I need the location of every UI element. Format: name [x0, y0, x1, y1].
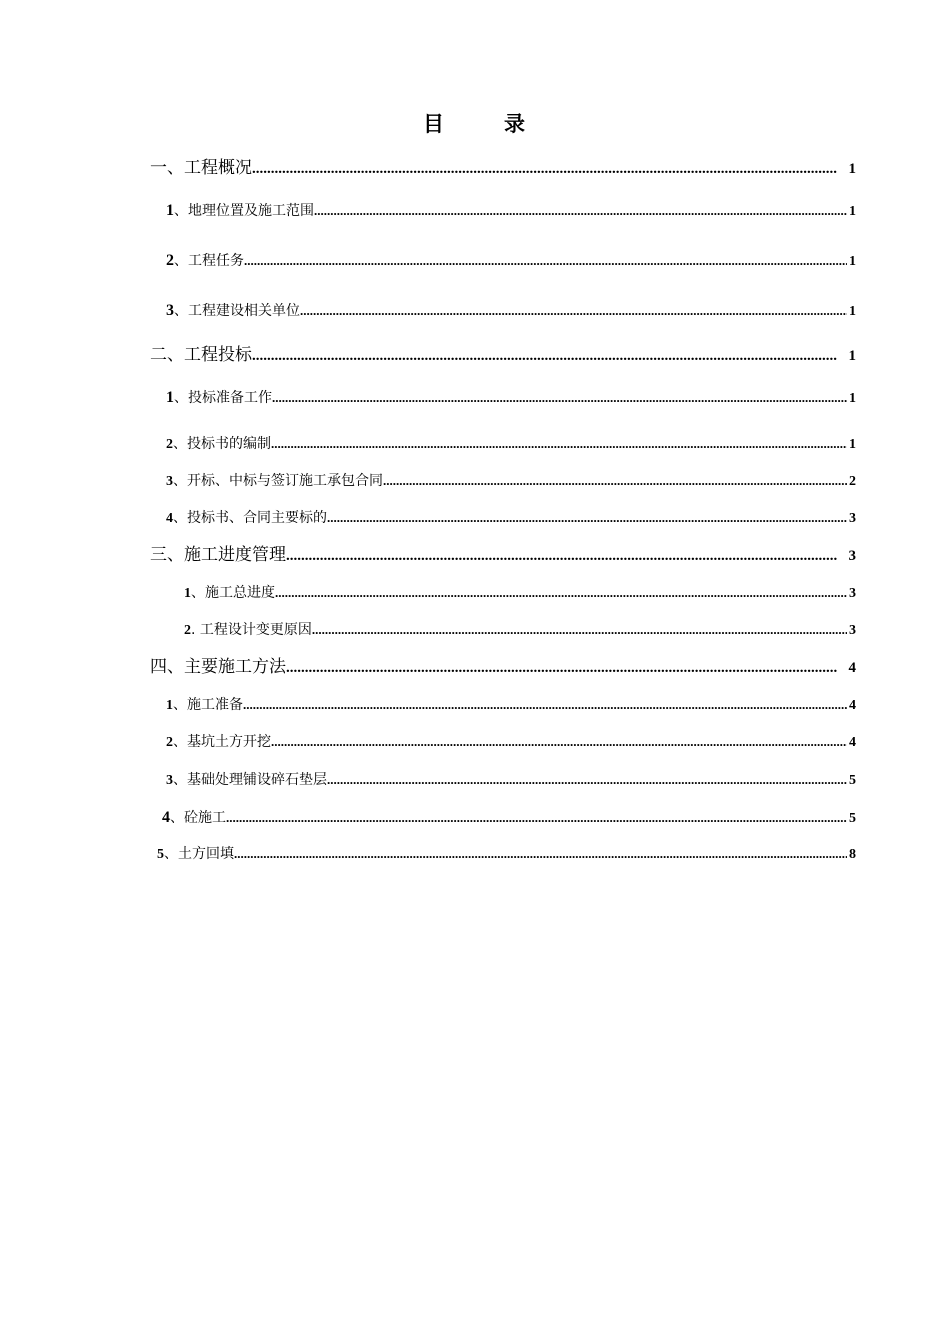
toc-entry-label: 、基础处理铺设碎石垫层 — [173, 772, 327, 788]
toc-entry-number: 1 — [166, 389, 174, 406]
toc-entry-page: 1 — [849, 204, 856, 219]
toc-entry-number: 3 — [166, 474, 173, 489]
toc-entry-page: 1 — [849, 304, 856, 319]
toc-entry-number: 1 — [166, 202, 174, 219]
toc-entry-section-1[interactable] — [150, 160, 856, 177]
toc-entry-label: 、施工准备 — [173, 697, 243, 713]
dot-leader — [300, 304, 847, 317]
toc-entry-label: 、工程建设相关单位 — [174, 303, 300, 319]
toc-entry-number: 4 — [166, 511, 173, 526]
toc-entry-label: 、开标、中标与签订施工承包合同 — [173, 473, 383, 489]
toc-entry-4-1[interactable] — [166, 698, 856, 713]
toc-entry-number: 1 — [184, 586, 191, 601]
toc-entry-number: 1 — [166, 698, 173, 713]
toc-entry-label: 、砼施工 — [170, 810, 226, 826]
dot-leader — [243, 698, 847, 711]
dot-leader — [312, 623, 847, 636]
toc-title-left: 目 — [423, 112, 446, 136]
toc-entry-page: 5 — [849, 773, 856, 788]
toc-entry-label: 、地理位置及施工范围 — [174, 203, 314, 219]
toc-entry-page: 1 — [849, 254, 856, 269]
dot-leader — [271, 735, 847, 748]
toc-entry-page: 3 — [849, 586, 856, 601]
toc-entry-2-3[interactable] — [166, 474, 856, 489]
toc-entry-page: 8 — [849, 847, 856, 862]
toc-entry-section-2[interactable] — [150, 347, 856, 364]
toc-entry-page: 3 — [849, 623, 856, 638]
dot-leader — [275, 586, 847, 599]
toc-entry-3-2[interactable] — [184, 623, 856, 638]
toc-title — [0, 108, 950, 138]
toc-entry-page: 3 — [848, 548, 856, 564]
toc-entry-1-1[interactable] — [166, 203, 856, 219]
dot-leader — [252, 349, 837, 364]
dot-leader — [271, 437, 847, 450]
toc-entry-label: 、投标准备工作 — [174, 390, 272, 406]
dot-leader — [234, 847, 847, 860]
toc-entry-4-2[interactable] — [166, 735, 856, 750]
toc-entry-page: 4 — [849, 735, 856, 750]
toc-entry-label: 三、施工进度管理 — [150, 545, 286, 565]
toc-entry-label: 四、主要施工方法 — [150, 657, 286, 677]
toc-entry-page: 5 — [849, 811, 856, 826]
toc-entry-label: 、投标书、合同主要标的 — [173, 510, 327, 526]
toc-entry-label: 二、工程投标 — [150, 345, 252, 365]
toc-entry-number: 4 — [162, 809, 170, 826]
toc-entry-1-2[interactable] — [166, 253, 856, 269]
toc-entry-number: 3 — [166, 302, 174, 319]
toc-entry-2-2[interactable] — [166, 437, 856, 452]
toc-entry-label: 、施工总进度 — [191, 585, 275, 601]
toc-entry-label: . 工程设计变更原因 — [191, 622, 312, 638]
toc-entry-page: 2 — [849, 474, 856, 489]
toc-entry-label: 一、工程概况 — [150, 158, 252, 178]
toc-entry-3-1[interactable] — [184, 586, 856, 601]
toc-entry-2-1[interactable] — [166, 390, 856, 406]
toc-entry-4-3[interactable] — [166, 773, 856, 788]
dot-leader — [314, 204, 847, 217]
toc-entry-number: 5 — [157, 847, 164, 862]
toc-entry-2-4[interactable] — [166, 511, 856, 526]
toc-entry-number: 2 — [166, 252, 174, 269]
toc-entry-4-4[interactable] — [162, 810, 856, 826]
toc-entry-page: 3 — [849, 511, 856, 526]
toc-entry-page: 1 — [848, 348, 856, 364]
toc-entry-page: 1 — [849, 437, 856, 452]
toc-entry-number: 2 — [166, 735, 173, 750]
toc-entry-page: 4 — [849, 698, 856, 713]
toc-entry-1-3[interactable] — [166, 303, 856, 319]
dot-leader — [272, 391, 847, 404]
dot-leader — [226, 811, 847, 824]
toc-entry-label: 、土方回填 — [164, 846, 234, 862]
dot-leader — [327, 773, 847, 786]
toc-entry-page: 4 — [848, 660, 856, 676]
dot-leader — [252, 162, 837, 177]
toc-entry-4-5[interactable] — [157, 847, 856, 862]
toc-entry-label: 、投标书的编制 — [173, 436, 271, 452]
toc-entry-label: 、工程任务 — [174, 253, 244, 269]
toc-entry-section-4[interactable] — [150, 659, 856, 676]
dot-leader — [286, 661, 837, 676]
toc-entry-label: 、基坑土方开挖 — [173, 734, 271, 750]
toc-entry-page: 1 — [849, 391, 856, 406]
toc-entry-number: 2 — [184, 623, 191, 638]
toc-entry-section-3[interactable] — [150, 547, 856, 564]
dot-leader — [244, 254, 847, 267]
toc-entry-number: 3 — [166, 773, 173, 788]
dot-leader — [286, 549, 837, 564]
toc-entry-number: 2 — [166, 437, 173, 452]
dot-leader — [327, 511, 847, 524]
dot-leader — [383, 474, 847, 487]
toc-title-right: 录 — [504, 112, 527, 136]
toc-entry-page: 1 — [848, 161, 856, 177]
